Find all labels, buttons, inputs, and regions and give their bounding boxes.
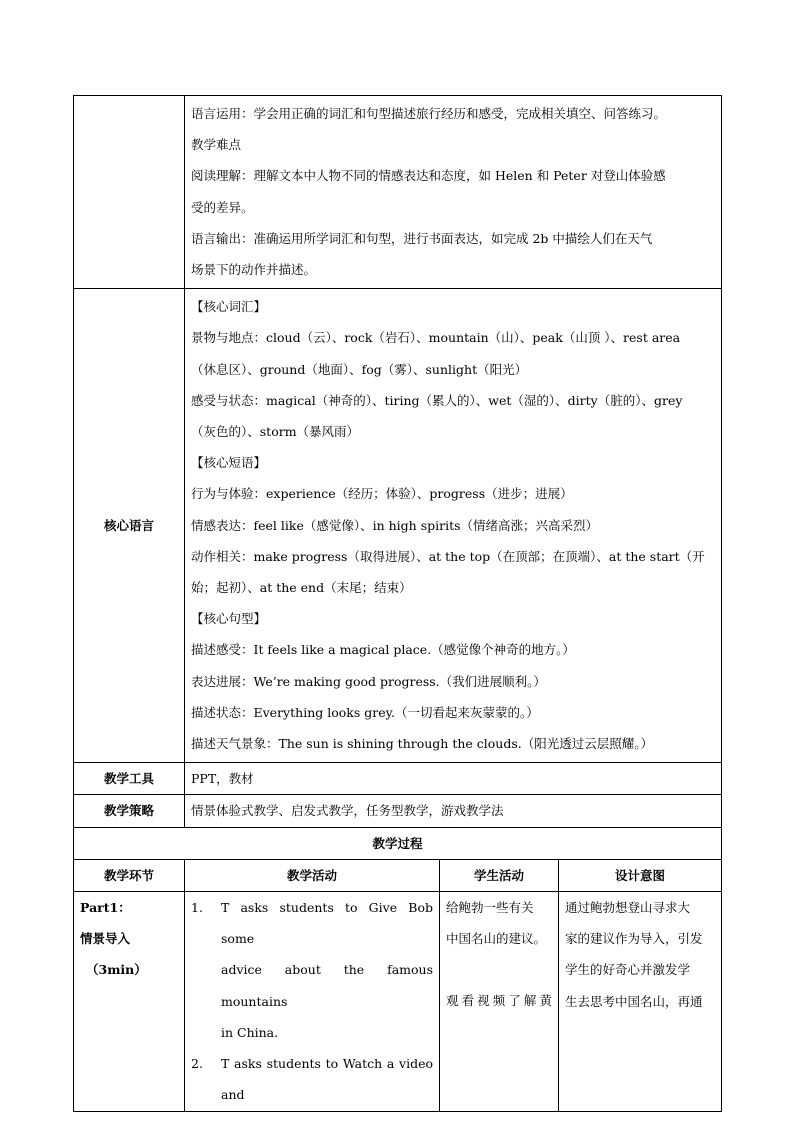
strategy-value: 情景体验式教学、启发式教学，任务型教学，游戏教学法 xyxy=(185,795,722,827)
part1-stage xyxy=(74,892,185,1111)
core-language-line: 行为与体验：experience（经历；体验）、progress（进步；进展） xyxy=(191,486,573,502)
process-header-row xyxy=(74,859,722,891)
activity-line: advice about the famous mountains xyxy=(221,962,433,1009)
core-language-line: 描述天气景象：The sun is shining through the clouds.（阳光透过云层照耀。） xyxy=(191,736,653,752)
header-teacher-activity: 教学活动 xyxy=(185,859,440,891)
core-language-line: 感受与状态：magical（神奇的）、tiring（累人的）、wet（湿的）、dirty（脏的）、grey xyxy=(191,392,683,408)
core-language-line: 始；起初）、at the end（末尾；结束） xyxy=(191,580,412,596)
part1-teacher-activity xyxy=(185,892,440,1111)
objectives-row xyxy=(74,96,722,289)
part1-stage-line: 情景导入 xyxy=(80,931,131,947)
core-language-line: 情感表达：feel like（感觉像）、in high spirits（情绪高涨；兴高采烈） xyxy=(191,517,599,533)
core-language-line: 景物与地点：cloud（云）、rock（岩石）、mountain（山）、peak（山顶 ）、rest area xyxy=(191,330,681,346)
tools-value: PPT，教材 xyxy=(185,763,722,795)
process-title: 教学过程 xyxy=(74,827,722,859)
part1-row xyxy=(74,892,722,1111)
activity-item xyxy=(191,892,433,1048)
tools-row xyxy=(74,763,722,795)
objectives-line: 语言运用：学会用正确的词汇和句型描述旅行经历和感受，完成相关填空、问答练习。 xyxy=(191,106,667,121)
part1-design-intent xyxy=(559,892,722,1111)
process-title-row xyxy=(74,827,722,859)
student-activity-line: 给鲍勃一些有关 xyxy=(446,900,534,916)
intent-line: 生去思考中国名山，再通 xyxy=(565,993,703,1009)
objectives-line: 阅读理解：理解文本中人物不同的情感表达和态度，如 Helen 和 Peter 对登山体验感 xyxy=(191,168,666,184)
core-language-line: 【核心词汇】 xyxy=(191,299,267,315)
strategy-label: 教学策略 xyxy=(74,795,185,827)
core-language-content xyxy=(185,289,722,763)
objectives-line: 受的差异。 xyxy=(191,199,254,215)
lesson-plan-table xyxy=(73,95,722,1112)
header-stage: 教学环节 xyxy=(74,859,185,891)
activity-number: 1. xyxy=(191,900,203,916)
student-activity-line: 中国名山的建议。 xyxy=(446,931,547,947)
strategy-row xyxy=(74,795,722,827)
objectives-line: 教学难点 xyxy=(191,137,242,153)
core-language-label: 核心语言 xyxy=(74,289,185,763)
part1-stage-line: （3min） xyxy=(86,962,147,978)
tools-label: 教学工具 xyxy=(74,763,185,795)
core-language-line: 描述状态：Everything looks grey.（一切看起来灰蒙蒙的。） xyxy=(191,704,539,720)
core-language-line: （休息区）、ground（地面）、fog（雾）、sunlight（阳光） xyxy=(191,361,528,377)
core-language-line: 表达进展：We’re making good progress.（我们进展顺利。） xyxy=(191,673,546,689)
part1-stage-line: Part1： xyxy=(80,900,131,916)
activity-item xyxy=(191,1048,433,1110)
intent-line: 家的建议作为导入，引发 xyxy=(565,931,703,947)
core-language-row xyxy=(74,289,722,763)
student-activity-line: 观看视频了解黄 xyxy=(446,993,552,1009)
core-language-line: 动作相关：make progress（取得进展）、at the top（在顶部；在顶端）、at the start（开 xyxy=(191,548,705,564)
objectives-label-cell xyxy=(74,96,185,289)
header-design-intent: 设计意图 xyxy=(559,859,722,891)
student-activity-gap xyxy=(446,954,552,985)
objectives-line: 语言输出：准确运用所学词汇和句型，进行书面表达，如完成 2b 中描绘人们在天气 xyxy=(191,230,653,246)
core-language-line: 【核心句型】 xyxy=(191,611,267,627)
activity-line: T asks students to Give Bob some xyxy=(221,900,433,947)
core-language-line: （灰色的）、storm（暴风雨） xyxy=(191,424,360,440)
objectives-line: 场景下的动作并描述。 xyxy=(191,262,317,278)
activity-line: in China. xyxy=(221,1024,279,1040)
intent-line: 学生的好奇心并激发学 xyxy=(565,962,691,978)
header-student-activity: 学生活动 xyxy=(440,859,559,891)
core-language-line: 描述感受：It feels like a magical place.（感觉像个神奇的地方。） xyxy=(191,642,575,658)
part1-student-activity xyxy=(440,892,559,1111)
objectives-content xyxy=(185,96,722,289)
intent-line: 通过鲍勃想登山寻求大 xyxy=(565,900,691,916)
core-language-line: 【核心短语】 xyxy=(191,455,267,471)
activity-line: T asks students to Watch a video and xyxy=(221,1056,433,1103)
activity-number: 2. xyxy=(191,1056,203,1072)
